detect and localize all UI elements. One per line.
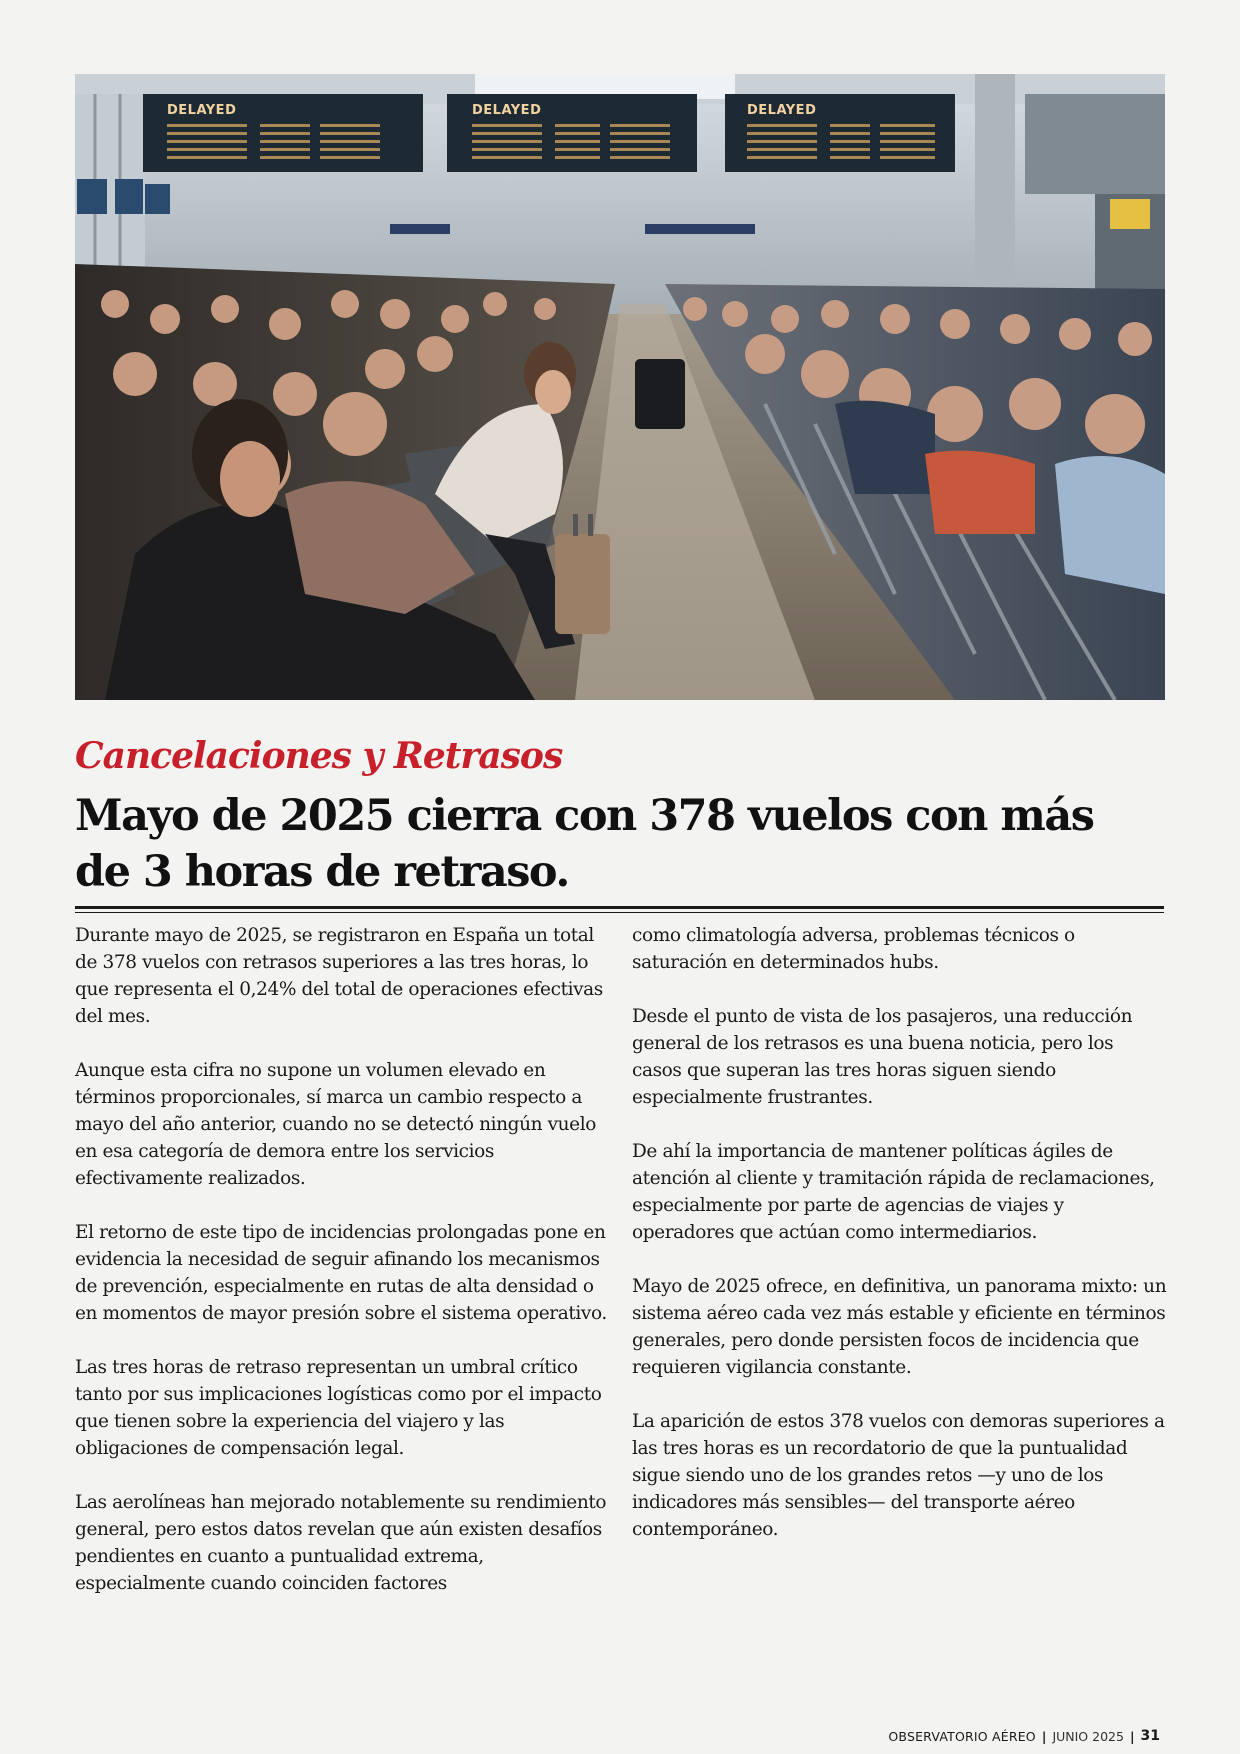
page-separator: | [1129,1728,1135,1744]
paragraph: Aunque esta cifra no supone un volumen elevado en términos proporcionales, sí marca un cambio respecto a mayo del año anterior, cuando no se detectó ningún vuelo en esa categoría de demora entre los servicios efectivamente realizados. [75,1060,596,1189]
board-label-2: DELAYED [472,103,542,118]
hero-photo [75,74,1165,700]
paragraph: De ahí la importancia de mantener políticas ágiles de atención al cliente y tramitación rápida de reclamaciones, especialmente por parte de agencias de viajes y operadores que actúan como intermediarios. [632,1141,1155,1243]
page-footer [888,1728,1160,1744]
headline-rule-thin [75,912,1164,913]
issue-date: JUNIO 2025 [1052,1728,1124,1744]
paragraph: Mayo de 2025 ofrece, en definitiva, un panorama mixto: un sistema aéreo cada vez más estable y eficiente en términos generales, pero donde persisten focos de incidencia que requieren vigilancia constante. [632,1276,1167,1378]
paragraph: Las tres horas de retraso representan un umbral crítico tanto por sus implicaciones logísticas como por el impacto que tienen sobre la experiencia del viajero y las obligaciones de compensación legal. [75,1357,602,1459]
paragraph: Las aerolíneas han mejorado notablemente su rendimiento general, pero estos datos revelan que aún existen desafíos pendientes en cuanto a puntualidad extrema, especialmente cuando coinciden factores [75,1492,607,1594]
board-label-1: DELAYED [167,103,237,118]
footer-separator: | [1041,1728,1047,1744]
airport-waiting-area-illustration [75,74,1165,700]
publication-name: OBSERVATORIO AÉREO [888,1728,1036,1744]
section-kicker: Cancelaciones y Retrasos [75,735,563,777]
article-column-right [632,922,1167,1570]
paragraph: como climatología adversa, problemas técnicos o saturación en determinados hubs. [632,925,1075,973]
paragraph: Desde el punto de vista de los pasajeros, una reducción general de los retrasos es una buena noticia, pero los casos que superan las tres horas siguen siendo especialmente frustrantes. [632,1006,1133,1108]
headline-rule-thick [75,906,1164,909]
article-headline: Mayo de 2025 cierra con 378 vuelos con más de 3 horas de retraso. [75,791,1094,897]
paragraph: Durante mayo de 2025, se registraron en España un total de 378 vuelos con retrasos superiores a las tres horas, lo que representa el 0,24% del total de operaciones efectivas del mes. [75,925,603,1027]
paragraph: El retorno de este tipo de incidencias prolongadas pone en evidencia la necesidad de seguir afinando los mecanismos de prevención, especialmente en rutas de alta densidad o en momentos de mayor presión sobre el sistema operativo. [75,1222,607,1324]
board-label-3: DELAYED [747,103,817,118]
article-column-left [75,922,615,1624]
page-number: 31 [1140,1728,1160,1744]
paragraph: La aparición de estos 378 vuelos con demoras superiores a las tres horas es un recordatorio de que la puntualidad sigue siendo uno de los grandes retos —y uno de los indicadores más sensibles— del transporte aéreo contemporáneo. [632,1411,1165,1540]
